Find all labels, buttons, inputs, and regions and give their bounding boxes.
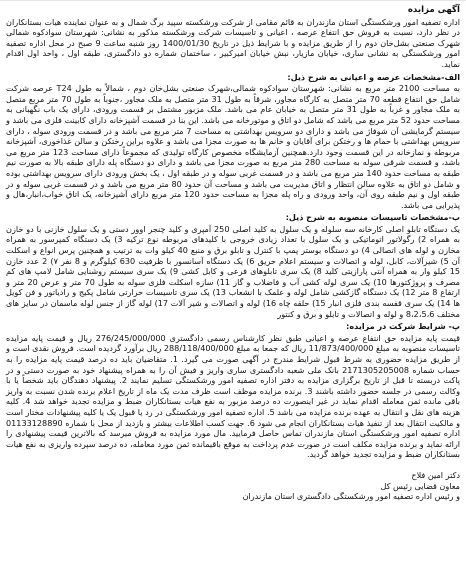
signature-org: و رئیس اداره تصفیه امور ورشکستگی دادگستری استان مازندران	[242, 491, 460, 502]
section-a-body: به مساحت 2100 متر مربع به نشانی: شهرستان سوادکوه شمالی،شهرک صنعتی بشل‌خان دوم ، شمالاً به طول T24 عرصه شرکت شامل حق انتفاع قطعه 70 متر متصل به کارگاه مجاور، شرقاً به طول 31 متر متصل به ملک مجاور ،جنوباً به طول 70 متر مربع متصل به ملک مجاور و غرباً به طول 31 متر متصل به خیابان عام می باشد. ملک مزبور مشتمل بر قسمت ورودی، دارای یک باب نگهبانی به مساحت حدود 52 متر مربع می باشد که شامل دو اتاق و موتورخانه می باشد. این بنا در قسمت آشپزخانه دارای کابینت فلزی می باشد و سیستم گرمایشی آن شوفاژ می باشد و دارای دو سرویس بهداشتی به مساحت 7 متر مربع می باشد و در قسمت ورودی سوله ، دارای سرویس بهداشتی با حمام ها و رختکن برای آقایان و خانم ها به صورت مجزا می باشد و علاوه براین رختکن و سالن غذاخوری، آشپزخانه مربوطه و نمازخانه در این قسمت وجود دارد.همچنین آزمایشگاه مخصوص کارگاه تولیدی که مجموعاً دارای مساحت 123 متر مربع می باشد، و قسمت شرقی سوله به مساحت 280 متر مربع به صورت مجزا می باشد و دارای دو دستگاه پله دارای طبقه بالا به صورت نیم طبقه به مساحت حدود 140 متر مربع می باشد و در قسمت غربی سوله و در طبقه اول ، یک بخش ورودی دارای سرویس بهداشتی بوده و شامل دو اتاق به علاوه سالن انتظار و اتاق مدیریت می باشد و مساحت آن حدود 80 متر مربع می باشد و در قسمت غربی سوله و در طبقه اول و نیم طبقه روی آن، واحد ورودی و راه پله مجزا به مساحت حدود 120 متر مربع دارای آشپزخانه، یک اتاق خواب،انبار،هال و پذیرایی می باشد.	[6, 83, 461, 210]
section-c-body: قیمت پایه مزایده حق انتفاع عرصه و اعیانی طبق نظر کارشناس رسمی دادگستری 276/245/000/000 ریال و قیمت پایه مزایده تاسیسات منصوبه به مبلغ 11/873/400/000 ریال که جمعا به مبلغ 288/118/400/000 ریال برآورد گردیده است. فروش نقدی است و از طریق مزایده حضوری به شرط قبول شرایط مندرج در آگهی صورت می گیرد. 1. متقاضیان باید ده درصد قیمت پایه مزایده را به حساب شماره 2171305205008 بانک ملی شعبه دادگستری ساری واریز و فیش آن را به همراه پیشنهاد خود به صورت دستی و در پاکت دربسته تا قبل از تاریخ برگزاری مزایده به دفتر اداره تصفیه امور ورشکستگی تسلیم نمایند 2. پیشنهاد دهندگان باید شخصاً یا با وکالت رسمی در جلسه حضور داشته باشند 3. برنده مزایده موظف است ظرف مدت یک ماه از تاریخ اعلام برنده شدن نسبت به واریز باقی مانده ثمن معامله اقدام نماید در غیر اینصورت ده درصد مزبور به نفع هیات بستانکاران ضبط و مزایده تجدید خواهد شد 4. کلیه هزینه های نقل و انتقال به عهده برنده مزایده می باشد 5. اداره تصفیه امور ورشکستگی در رد یا قبول یک یا کلیه پیشنهادات مختار است و مالکیت انتقال بعد از تنفیذ هیات بستانکاران انجام می شود 6. جهت کسب اطلاعات بیشتر و بازدید از محل با شماره 01133128890 اداره تصفیه امور ورشکستگی استان مازندران تماس حاصل فرمایید. مال مورد مزایده به فروش میرسد که بالاترین قیمت پیشنهادی را ارائه نماید و برنده مزایده مکلف است در صورت عدم پرداخت به موقع باقیمانده ثمن مورد معامله، ده درصد سپرده واریزی به نفع هیات بستانکاران ضبط و مزایده تجدید خواهد گردید.	[6, 332, 461, 460]
signature-role: معاون قضایی رئیس کل	[380, 480, 460, 491]
intro-paragraph: اداره تصفیه امور ورشکستگی استان مازندران به قائم مقامی از شرکت ورشکسته سپید برگ شمال و به عنوان نماینده هیات بستانکاران در نظر دارد، نسبت به فروش حق انتفاع عرصه ، اعیانی و تاسیسات شرکت ورشکسته مذکور به نشانی: شهرستان سوادکوه شمالی شهرک صنعتی بشل‌خان دوم را از طریق مزایده و با شرایط ذیل در تاریخ 1400/01/30 روز شنبه ساعت 9 صبح در محل اداره تصفیه امور ورشکستگی به نشانی ساری، خیابان مازیار، نبش خیابان امیرکبیر ، ساختمان شماره دو دادگستری، طبقه اول ، واحد اول اقدام نماید.	[6, 16, 460, 69]
section-c-heading: پ- شرایط شرکت در مزایده:	[346, 321, 460, 332]
notice-title: آگهی مزایده	[407, 5, 460, 15]
section-a-heading: الف-مشخصات عرصه و اعیانی به شرح ذیل:	[287, 71, 460, 82]
section-b-heading: ب-مشخصات تاسیسات منصوبه به شرح ذیل:	[285, 212, 460, 223]
signature-name: دکتر امین فلاح	[411, 469, 460, 480]
signature-spacer	[6, 462, 460, 470]
section-b-body: یک دستگاه تابلو اصلی کارخانه سه سلوله و یک سلول به کلید اصلی 250 آمپری و کلید چنجر اوور دستی و یک سلول خازنی با دو خازن به همراه 2) رگولاتور اتوماتیکی و یک سلول با تعداد زیادی خروجی با کلیدهای مربوطه نوع ترکیه 3) یک دستگاه کمپرسور به همراه مخازن و لوله های اتصالی 4) دو دستگاه بوستر پمپ با کنترل و تابلو برق و منبع 40 کیلو وات به ترتیب و همچنین پرس انواع و اسکلت آن 5) شیرآلات، کابل، لوله و اتصالات و سیستم اعلام حریق 6) یک دستگاه آسانسور با ظرفیت 630 کیلوگرم و 8 نفر ۷) 2 عدد خازن 15 کیلو وار به همراه آنتی پارازیتی کلید 8) یک سری تابلوهای فرعی و کابل کشی 9) یک سری سیستم روشنایی شامل لامپ های کم مصرف و پروژکتورها 10) یک سری لوله کشی آب و فاضلاب و گاز 11) سازه اسکلت فلزی سوله به طول 70 متر و عرض 20 متر و ارتفاع 8 متر 12) یک دستگاه گازکشی شامل لوله و علمک با انشعاب 13) یک سری تاسیسات حرارتی شامل پکیج و رادیاتور و فن کویل ها 14) یک سری قفسه بندی فلزی انبار 15) حلقه چاه 16) لوله و اتصالات و شیر آلات 17) لوله گاز از جنس لوله ماسمان در سایز های مختلف 8،2،5،6 و لوله و اتصالات و تابلو و برق و کنتور	[6, 223, 461, 319]
